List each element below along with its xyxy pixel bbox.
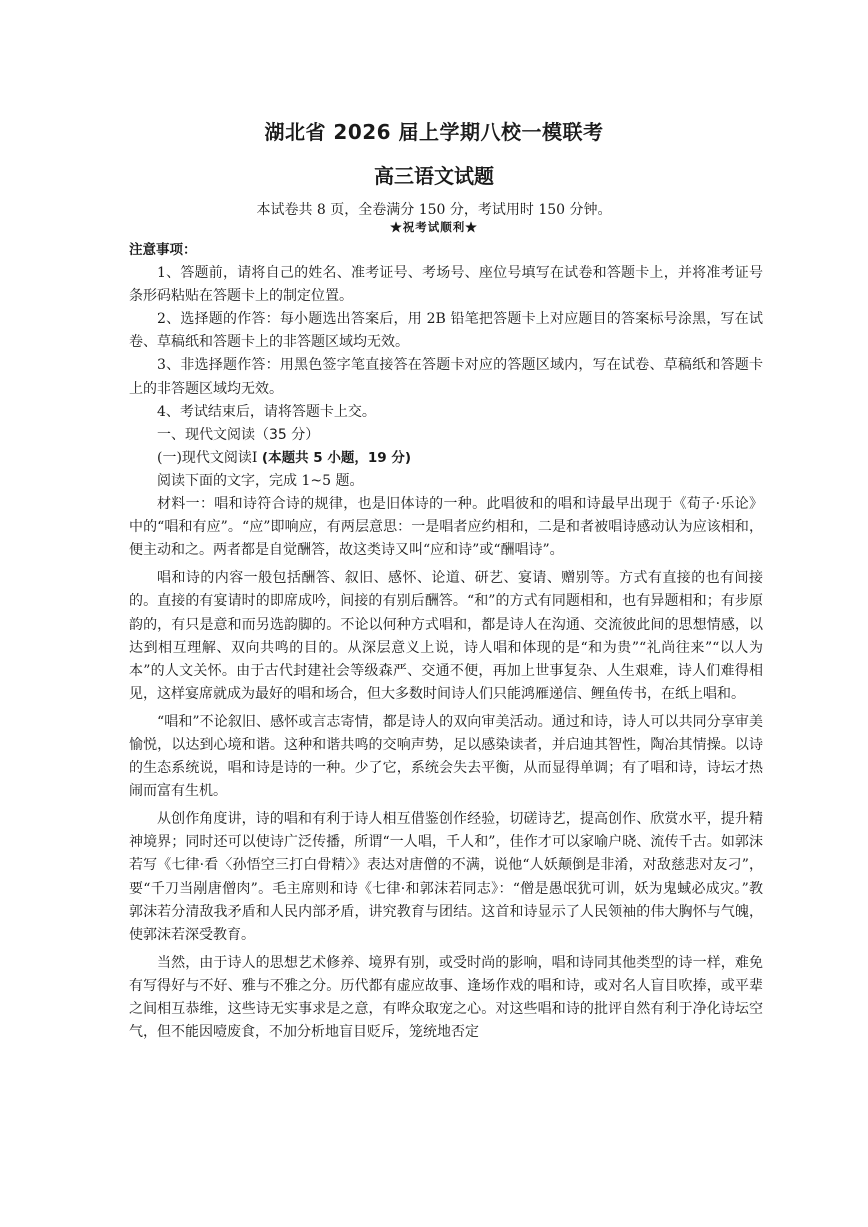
subsection-prefix: (一)现代文阅读Ⅰ [157, 449, 258, 466]
passage-paragraph-1: 材料一：唱和诗符合诗的规律，也是旧体诗的一种。此唱彼和的唱和诗最早出现于《荀子·乐论》中的“唱和有应”。“应”即响应，有两层意思：一是唱者应约相和，二是和者被唱诗感动认为应该相和，便主动和之。两者都是自觉酬答，故这类诗又叫“应和诗”或“酬唱诗”。 [129, 496, 763, 559]
blessing-text: ★祝考试顺利★ [390, 220, 478, 234]
passage-paragraph-2: 唱和诗的内容一般包括酬答、叙旧、感怀、论道、研艺、宴请、赠别等。方式有直接的也有间接的。直接的有宴请时的即席成吟，间接的有别后酬答。“和”的方式有同题相和，也有异题相和；有步原韵的，有只是意和而另选韵脚的。不论以何种方式唱和，都是诗人在沟通、交流彼此间的思想情感，以达到相互理解、双向共鸣的目的。从深层意义上说，诗人唱和体现的是“和为贵”“礼尚往来”“以人为本”的人文关怀。由于古代封建社会等级森严、交通不便，再加上世事复杂、人生艰难，诗人们难得相见，这样宴席就成为最好的唱和场合，但大多数时间诗人们只能鸿雁递信、鲤鱼传书，在纸上唱和。 [129, 570, 763, 702]
reading-instruction: 阅读下面的文字，完成 1~5 题。 [157, 472, 364, 489]
section-heading-score: 35 分 [269, 426, 306, 443]
passage-paragraph-5: 当然，由于诗人的思想艺术修养、境界有别，或受时尚的影响，唱和诗同其他类型的诗一样，难免有写得好与不好、雅与不雅之分。历代都有虚应故事、逢场作戏的唱和诗，或对名人盲目吹捧，或平辈之间相互恭维，这些诗无实事求是之意，有哗众取宠之心。对这些唱和诗的批评自然有利于净化诗坛空气，但不能因噎废食，不加分析地盲目贬斥，笼统地否定 [129, 954, 763, 1041]
section-heading [129, 424, 763, 447]
subsection-score: (本题共 5 小题，19 分) [261, 449, 412, 466]
exam-title: 湖北省 2026 届上学期八校一模联考 [264, 120, 604, 144]
notice-item-3: 3、非选择题作答：用黑色签字笔直接答在答题卡对应的答题区域内，写在试卷、草稿纸和答题卡上的非答题区域均无效。 [129, 357, 763, 397]
exam-subject-title: 高三语文试题 [374, 164, 494, 188]
passage-paragraph-4: 从创作角度讲，诗的唱和有利于诗人相互借鉴创作经验，切磋诗艺，提高创作、欣赏水平，提升精神境界；同时还可以使诗广泛传播，所谓“一人唱，千人和”，佳作才可以家喻户晓、流传千古。如郭沫若写《七律·看〈孙悟空三打白骨精〉》表达对唐僧的不满，说他“人妖颠倒是非淆，对敌慈悲对友刁”，要“千刀当剐唐僧肉”。毛主席则和诗《七律·和郭沫若同志》：“僧是愚氓犹可训，妖为鬼蜮必成灾。”教郭沫若分清敌我矛盾和人民内部矛盾，讲究教育与团结。这首和诗显示了人民领袖的伟大胸怀与气魄，使郭沫若深受教育。 [129, 811, 763, 943]
section-heading-suffix: ） [305, 426, 320, 443]
passage-paragraph-3: “唱和”不论叙旧、感怀或言志寄情，都是诗人的双向审美活动。通过和诗，诗人可以共同分享审美愉悦，以达到心境和谐。这种和谐共鸣的交响声势，足以感染读者，并启迪其智性，陶冶其情操。以诗的生态系统说，唱和诗是诗的一种。少了它，系统会失去平衡，从而显得单调；有了唱和诗，诗坛才热闹而富有生机。 [129, 713, 763, 800]
section-heading-prefix: 一、现代文阅读（ [157, 426, 269, 443]
subsection-heading [129, 447, 763, 470]
notice-item-4: 4、考试结束后，请将答题卡上交。 [157, 403, 376, 420]
notice-item-1: 1、答题前，请将自己的姓名、准考证号、考场号、座位号填写在试卷和答题卡上，并将准考证号条形码粘贴在答题卡上的制定位置。 [129, 265, 763, 305]
notice-heading: 注意事项： [129, 242, 197, 258]
exam-info: 本试卷共 8 页，全卷满分 150 分，考试用时 150 分钟。 [256, 202, 612, 218]
exam-body [129, 239, 763, 1044]
notice-item-2: 2、选择题的作答：每小题选出答案后，用 2B 铅笔把答题卡上对应题目的答案标号涂黑，写在试卷、草稿纸和答题卡上的非答题区域均无效。 [129, 311, 763, 351]
